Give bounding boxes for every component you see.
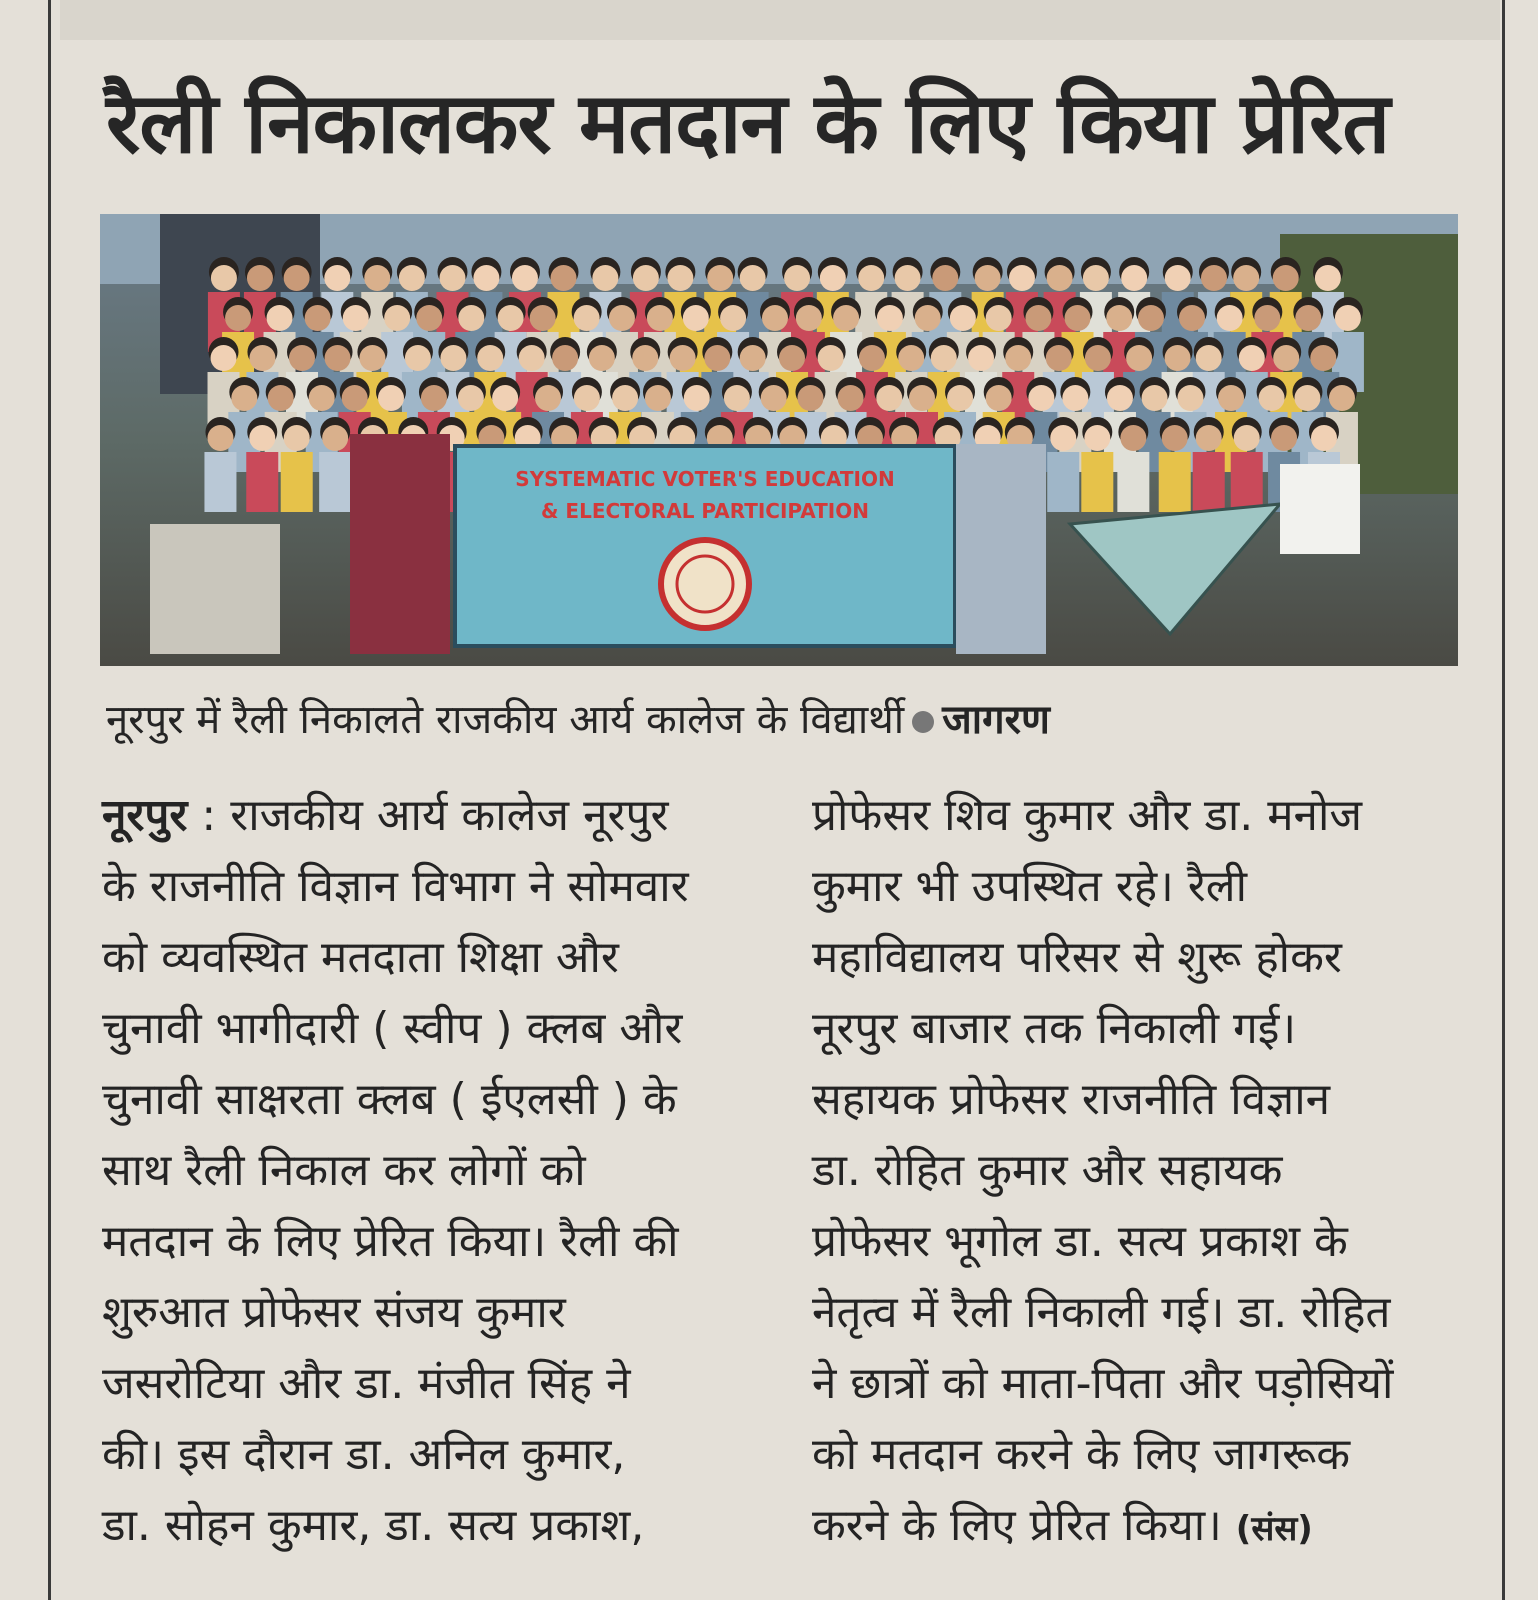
person-face <box>1165 265 1191 291</box>
person-face <box>1138 305 1164 331</box>
person-face <box>1121 265 1147 291</box>
person-face <box>1273 345 1299 371</box>
person-face <box>399 265 425 291</box>
person-face <box>633 265 659 291</box>
student-holding-banner <box>350 434 450 654</box>
person-face <box>1196 345 1222 371</box>
person-face <box>1234 425 1260 451</box>
person-face <box>1294 385 1320 411</box>
person-face <box>1259 385 1285 411</box>
article-line: मतदान के लिए प्रेरित किया। रैली की <box>102 1216 679 1267</box>
person-face <box>820 265 846 291</box>
person-face <box>211 265 237 291</box>
person-face <box>552 345 578 371</box>
person-face <box>818 345 844 371</box>
person-face <box>384 305 410 331</box>
person-face <box>986 385 1012 411</box>
person-face <box>458 385 484 411</box>
person-face <box>309 385 335 411</box>
person-face <box>477 345 503 371</box>
student-holding-banner <box>956 444 1046 654</box>
person-face <box>1201 265 1227 291</box>
person-face <box>1050 425 1076 451</box>
person-face <box>211 345 237 371</box>
person-face <box>720 305 746 331</box>
dateline: नूरपुर <box>102 790 188 841</box>
person-face <box>325 345 351 371</box>
article-line: को व्यवस्थित मतदाता शिक्षा और <box>102 932 619 983</box>
person-face <box>289 345 315 371</box>
person <box>281 452 313 512</box>
person <box>1159 452 1191 512</box>
person-face <box>950 305 976 331</box>
placard <box>1280 464 1360 554</box>
article-line: प्रोफेसर शिव कुमार और डा. मनोज <box>812 790 1363 841</box>
person-face <box>895 265 921 291</box>
news-photo <box>100 214 1458 666</box>
caption-text: नूरपुर में रैली निकालते राजकीय आर्य कालेज के विद्यार्थी <box>106 697 905 743</box>
person-face <box>1009 265 1035 291</box>
person-face <box>530 305 556 331</box>
article-column-left <box>102 780 742 1561</box>
person-face <box>1106 305 1132 331</box>
person <box>1047 452 1079 512</box>
article-line: नूरपुर बाजार तक निकाली गई। <box>812 1003 1297 1054</box>
person-face <box>267 305 293 331</box>
person-face <box>975 265 1001 291</box>
article-line: महाविद्यालय परिसर से शुरू होकर <box>812 932 1342 983</box>
person-face <box>876 385 902 411</box>
article-line: की। इस दौरान डा. अनिल कुमार, <box>102 1429 626 1480</box>
person-face <box>1273 265 1299 291</box>
person-face <box>322 425 348 451</box>
person-face <box>551 265 577 291</box>
person-face <box>1107 385 1133 411</box>
person-face <box>1329 385 1355 411</box>
person-face <box>207 425 233 451</box>
person-face <box>1239 345 1265 371</box>
person-face <box>1162 425 1188 451</box>
person-face <box>247 265 273 291</box>
article-line: ने छात्रों को माता-पिता और पड़ोसियों <box>812 1358 1394 1409</box>
person <box>1081 452 1113 512</box>
person <box>319 452 351 512</box>
person-face <box>324 265 350 291</box>
bullet-icon <box>912 711 934 733</box>
person-face <box>1047 265 1073 291</box>
article-column-right <box>812 780 1472 1561</box>
person <box>1117 452 1149 512</box>
person-face <box>947 385 973 411</box>
person-face <box>249 345 275 371</box>
person-face <box>416 305 442 331</box>
article-line: जसरोटिया और डा. मंजीत सिंह ने <box>102 1358 631 1409</box>
person-face <box>683 305 709 331</box>
person-face <box>898 345 924 371</box>
person-face <box>859 345 885 371</box>
person-face <box>231 385 257 411</box>
person-face <box>492 385 518 411</box>
person-face <box>645 385 671 411</box>
person-face <box>1046 345 1072 371</box>
person-face <box>647 305 673 331</box>
person-face <box>359 345 385 371</box>
person-face <box>1335 305 1361 331</box>
person-face <box>1177 385 1203 411</box>
person-face <box>1218 385 1244 411</box>
person-face <box>574 305 600 331</box>
person-face <box>667 265 693 291</box>
person-face <box>704 345 730 371</box>
person-face <box>458 305 484 331</box>
person-face <box>670 345 696 371</box>
person-face <box>1196 425 1222 451</box>
person-face <box>473 265 499 291</box>
person-face <box>439 265 465 291</box>
person-face <box>1025 305 1051 331</box>
person-face <box>512 265 538 291</box>
person-face <box>1310 345 1336 371</box>
person-face <box>740 265 766 291</box>
person-face <box>1315 265 1341 291</box>
column-rule-left <box>48 0 51 1600</box>
person-face <box>284 425 310 451</box>
person-face <box>421 385 447 411</box>
person-face <box>986 305 1012 331</box>
article-line: के राजनीति विज्ञान विभाग ने सोमवार <box>102 861 689 912</box>
placard <box>150 524 280 654</box>
person-face <box>932 265 958 291</box>
person-face <box>632 345 658 371</box>
person <box>246 452 278 512</box>
person <box>1231 452 1263 512</box>
person-face <box>684 385 710 411</box>
article-line: नूरपुर : राजकीय आर्य कालेज नूरपुर <box>102 790 669 841</box>
person-face <box>249 425 275 451</box>
article-line: सहायक प्रोफेसर राजनीति विज्ञान <box>812 1074 1331 1125</box>
banner-line-2: & ELECTORAL PARTICIPATION <box>541 499 869 523</box>
person-face <box>1217 305 1243 331</box>
person-face <box>1062 385 1088 411</box>
article-line: डा. रोहित कुमार और सहायक <box>812 1145 1283 1196</box>
article-line: शुरुआत प्रोफेसर संजय कुमार <box>102 1287 566 1338</box>
person-face <box>724 385 750 411</box>
article-line: करने के लिए प्रेरित किया। (संस) <box>812 1500 1313 1551</box>
article-line: को मतदान करने के लिए जागरूक <box>812 1429 1351 1480</box>
person-face <box>740 345 766 371</box>
article-line: साथ रैली निकाल कर लोगों को <box>102 1145 586 1196</box>
article-line: चुनावी भागीदारी ( स्वीप ) क्लब और <box>102 1003 683 1054</box>
person-face <box>1311 425 1337 451</box>
banner-logo-icon <box>661 540 749 628</box>
article-line: कुमार भी उपस्थित रहे। रैली <box>812 861 1247 912</box>
person-face <box>574 385 600 411</box>
person-face <box>1083 265 1109 291</box>
person-face <box>858 265 884 291</box>
banner-line-1: SYSTEMATIC VOTER'S EDUCATION <box>515 467 895 491</box>
person-face <box>796 305 822 331</box>
person-face <box>877 305 903 331</box>
person-face <box>284 265 310 291</box>
person-face <box>1233 265 1259 291</box>
person-face <box>707 265 733 291</box>
person-face <box>440 345 466 371</box>
person-face <box>1085 345 1111 371</box>
person-face <box>342 385 368 411</box>
person-face <box>535 385 561 411</box>
person-face <box>225 305 251 331</box>
article-line: डा. सोहन कुमार, डा. सत्य प्रकाश, <box>102 1500 645 1551</box>
person-face <box>378 385 404 411</box>
article-line: प्रोफेसर भूगोल डा. सत्य प्रकाश के <box>812 1216 1348 1267</box>
headline: रैली निकालकर मतदान के लिए किया प्रेरित <box>106 74 1390 172</box>
person-face <box>1028 385 1054 411</box>
person-face <box>1065 305 1091 331</box>
person-face <box>915 305 941 331</box>
person-face <box>968 345 994 371</box>
person <box>1193 452 1225 512</box>
person-face <box>589 345 615 371</box>
person-face <box>1165 345 1191 371</box>
person-face <box>761 385 787 411</box>
person-face <box>1126 345 1152 371</box>
person-face <box>609 305 635 331</box>
person-face <box>784 265 810 291</box>
person-face <box>1084 425 1110 451</box>
person-face <box>909 385 935 411</box>
cut-previous-article <box>60 0 1500 40</box>
person-face <box>405 345 431 371</box>
article-line: नेतृत्व में रैली निकाली गई। डा. रोहित <box>812 1287 1391 1338</box>
person-face <box>592 265 618 291</box>
person-face <box>1005 345 1031 371</box>
person-face <box>498 305 524 331</box>
photo-caption <box>106 690 1426 745</box>
person-face <box>1120 425 1146 451</box>
person-face <box>931 345 957 371</box>
article-line: चुनावी साक्षरता क्लब ( ईएलसी ) के <box>102 1074 677 1125</box>
person-face <box>838 385 864 411</box>
person-face <box>612 385 638 411</box>
person-face <box>1179 305 1205 331</box>
person-face <box>1271 425 1297 451</box>
person-face <box>305 305 331 331</box>
person-face <box>364 265 390 291</box>
person-face <box>1254 305 1280 331</box>
person-face <box>833 305 859 331</box>
person-face <box>343 305 369 331</box>
person-face <box>1295 305 1321 331</box>
person-face <box>762 305 788 331</box>
column-rule-right <box>1502 0 1505 1600</box>
person <box>204 452 236 512</box>
signoff: (संस) <box>1235 1509 1313 1549</box>
person-face <box>779 345 805 371</box>
person-face <box>519 345 545 371</box>
person-face <box>268 385 294 411</box>
person-face <box>797 385 823 411</box>
person-face <box>1142 385 1168 411</box>
photo-credit: जागरण <box>942 697 1050 743</box>
